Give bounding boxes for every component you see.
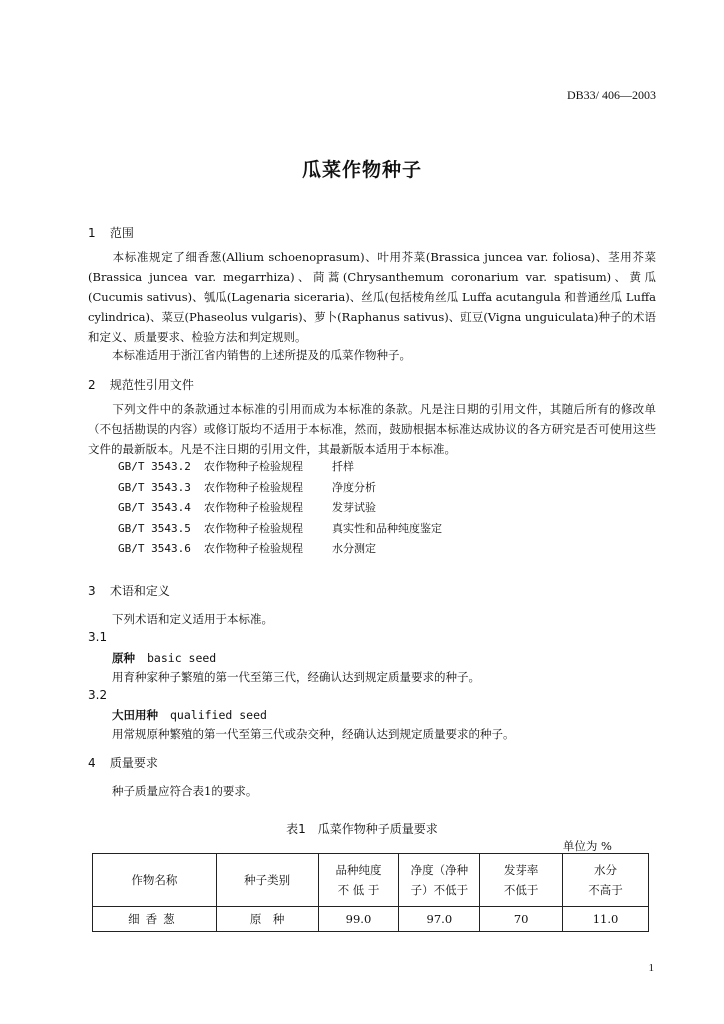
section-title: 术语和定义	[109, 584, 170, 598]
standard-number: DB33/ 406—2003	[566, 88, 656, 102]
term-definition: 用育种家种子繁殖的第一代至第三代，经确认达到规定质量要求的种子。	[112, 670, 480, 684]
header-subtext: 不 低 于	[337, 883, 380, 897]
section-title: 质量要求	[109, 756, 158, 770]
scope-applicability-text: 本标准适用于浙江省内销售的上述所提及的瓜菜作物种子。	[112, 348, 411, 362]
table-unit: 单位为 %	[562, 839, 612, 853]
reference-item	[118, 539, 442, 560]
cell-moisture: 11.0	[563, 907, 649, 932]
quality-requirement-text: 种子质量应符合表1的要求。	[112, 784, 258, 798]
reference-item	[118, 519, 442, 540]
scope-text: 本标准规定了细香葱(Allium schoenoprasum)、叶用芥菜(Brassica juncea var. foliosa)、茎用芥菜(Brassica juncea var. megarrhiza)、茼蒿(Chrysanthemum coronarium var. spatisum)、黄瓜(Cucumis sativus)、瓠瓜(Lagenaria siceraria)、丝瓜(包括棱角丝瓜 Luffa acutangula 和普通丝瓜 Luffa cylindrica)、菜豆(Phaseolus vulgaris)、萝卜(Raphanus sativus)、豇豆(Vigna unguiculata)种子的术语和定义、质量要求、检验方法和判定规则。	[88, 250, 656, 344]
reference-part: 水分测定	[332, 542, 376, 555]
header-text: 水分	[594, 863, 618, 877]
normative-references-paragraph	[88, 399, 656, 459]
reference-name: 农作物种子检验规程	[204, 480, 303, 494]
reference-list	[118, 457, 442, 560]
quality-table	[92, 853, 649, 932]
document-title: 瓜菜作物种子	[301, 159, 422, 181]
cell-purity: 99.0	[318, 907, 399, 932]
section-number: 3	[88, 584, 96, 598]
clause-number: 3.2	[88, 688, 108, 702]
term-entry	[112, 707, 267, 723]
term-english: qualified seed	[170, 708, 267, 722]
reference-code: GB/T 3543.6	[118, 542, 191, 555]
section-number: 4	[88, 756, 96, 770]
section-number: 2	[88, 378, 96, 392]
header-cleanliness	[399, 854, 480, 907]
section-title: 范围	[109, 226, 134, 240]
reference-item	[118, 457, 442, 478]
terms-intro: 下列术语和定义适用于本标准。	[112, 612, 273, 626]
term-entry	[112, 650, 216, 666]
reference-code: GB/T 3543.5	[118, 521, 191, 535]
header-crop	[93, 854, 217, 907]
section-number: 1	[88, 226, 96, 240]
reference-code: GB/T 3543.2	[118, 460, 191, 473]
reference-code: GB/T 3543.4	[118, 501, 191, 514]
section-3-heading	[88, 582, 170, 599]
table-header-row	[93, 854, 649, 907]
normative-references-text: 下列文件中的条款通过本标准的引用而成为本标准的条款。凡是注日期的引用文件，其随后所有的修改单（不包括勘误的内容）或修订版均不适用于本标准，然而，鼓励根据本标准达成协议的各方研究是否可使用这些文件的最新版本。凡是不注日期的引用文件，其最新版本适用于本标准。	[88, 402, 656, 456]
table-caption: 表1 瓜菜作物种子质量要求	[286, 822, 438, 836]
section-2-heading	[88, 376, 194, 393]
reference-part: 真实性和品种纯度鉴定	[332, 521, 442, 535]
scope-paragraph	[88, 247, 656, 347]
section-1-heading	[88, 224, 134, 241]
reference-item	[118, 498, 442, 519]
reference-name: 农作物种子检验规程	[204, 501, 303, 514]
reference-name: 农作物种子检验规程	[204, 460, 303, 473]
reference-code: GB/T 3543.3	[118, 480, 191, 494]
reference-name: 农作物种子检验规程	[204, 542, 303, 555]
header-moisture	[563, 854, 649, 907]
term-chinese: 原种	[112, 651, 135, 665]
term-english: basic seed	[147, 651, 217, 665]
cell-crop: 细香葱	[93, 907, 217, 932]
header-text: 种子类别	[244, 873, 291, 887]
header-subtext: 子）不低于	[410, 883, 469, 897]
section-4-heading	[88, 754, 158, 771]
header-text: 发芽率	[503, 863, 539, 877]
header-purity	[318, 854, 399, 907]
term-definition: 用常规原种繁殖的第一代至第三代或杂交种，经确认达到规定质量要求的种子。	[112, 727, 515, 741]
reference-item	[118, 478, 442, 499]
reference-name: 农作物种子检验规程	[204, 521, 303, 535]
header-category	[216, 854, 318, 907]
header-subtext: 不高于	[588, 883, 623, 897]
cell-germination: 70	[480, 907, 563, 932]
scope-applicability	[88, 345, 656, 365]
cell-cleanliness: 97.0	[399, 907, 480, 932]
header-text: 作物名称	[131, 873, 178, 887]
reference-part: 净度分析	[332, 480, 376, 494]
header-subtext: 不低于	[503, 883, 539, 897]
table-row	[93, 907, 649, 932]
header-text: 净度（净种	[410, 863, 469, 877]
section-title: 规范性引用文件	[109, 378, 194, 392]
header-germination	[480, 854, 563, 907]
page-number: 1	[648, 962, 654, 974]
cell-category: 原 种	[216, 907, 318, 932]
reference-part: 发芽试验	[332, 501, 376, 514]
reference-part: 扦样	[332, 460, 354, 473]
term-chinese: 大田用种	[112, 708, 158, 722]
header-text: 品种纯度	[335, 863, 382, 877]
clause-number: 3.1	[88, 630, 108, 644]
